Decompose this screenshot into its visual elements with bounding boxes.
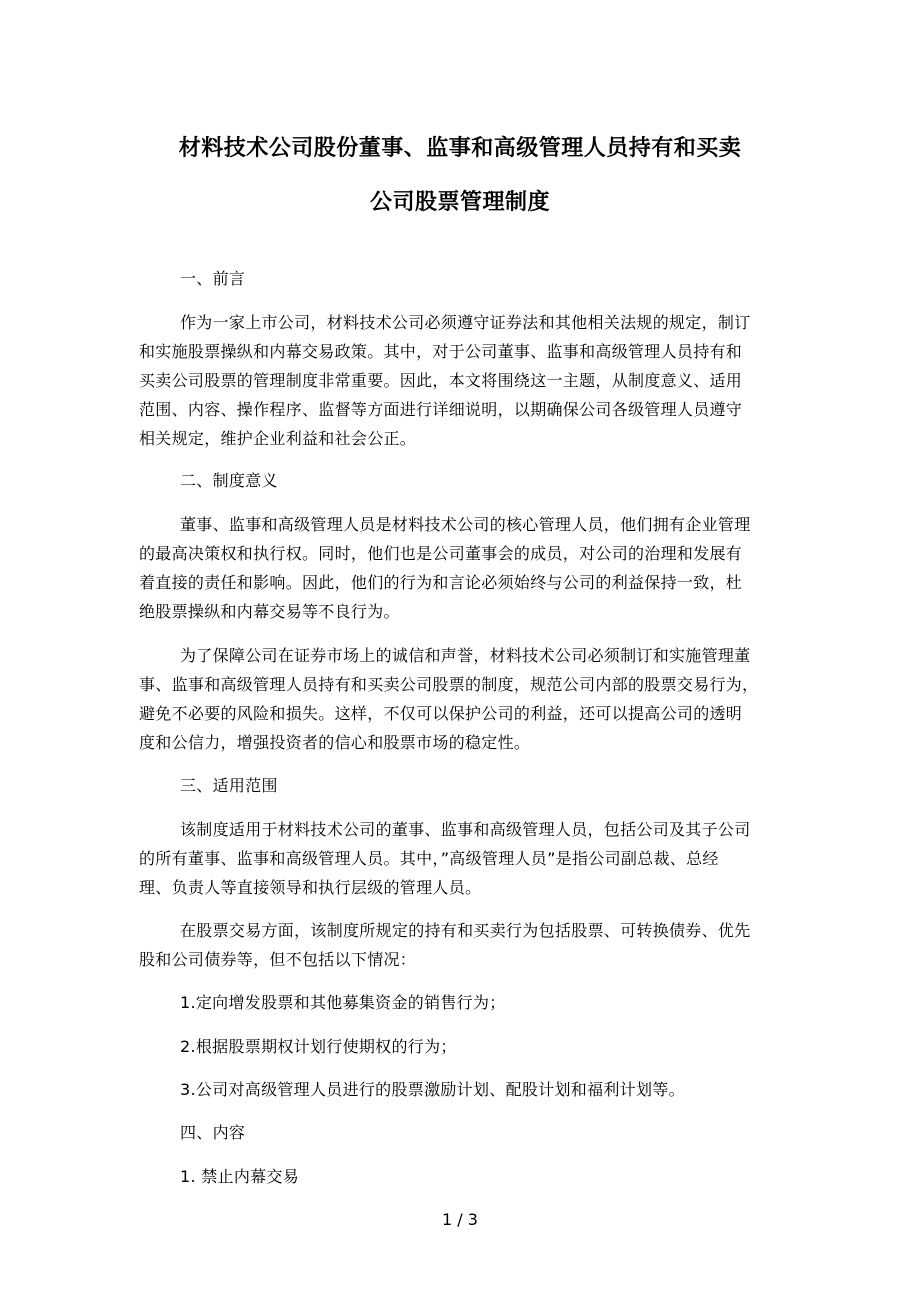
- paragraph-line: 董事、监事和高级管理人员是材料技术公司的核心管理人员，他们拥有企业管理: [180, 515, 751, 534]
- list-item: 2.根据股票期权计划行使期权的行为；: [180, 1037, 457, 1056]
- document-title-line-1: 材料技术公司股份董事、监事和高级管理人员持有和买卖: [178, 136, 742, 161]
- paragraph-line: 度和公信力，增强投资者的信心和股票市场的稳定性。: [139, 733, 531, 752]
- section-heading-content: 四、内容: [180, 1123, 246, 1142]
- paragraph-line: 的所有董事、监事和高级管理人员。其中，”高级管理人员”是指公司副总裁、总经: [139, 849, 719, 868]
- paragraph-line: 范围、内容、操作程序、监督等方面进行详细说明，以期确保公司各级管理人员遵守: [139, 400, 743, 419]
- paragraph-line: 事、监事和高级管理人员持有和买卖公司股票的制度，规范公司内部的股票交易行为，: [139, 675, 759, 694]
- list-item: 1.定向增发股票和其他募集资金的销售行为；: [180, 993, 506, 1012]
- paragraph-line: 股和公司债券等，但不包括以下情况：: [139, 950, 417, 969]
- paragraph-line: 和实施股票操纵和内幕交易政策。其中，对于公司董事、监事和高级管理人员持有和: [139, 342, 743, 361]
- paragraph-line: 避免不必要的风险和损失。这样，不仅可以保护公司的利益，还可以提高公司的透明: [139, 704, 743, 723]
- paragraph-line: 理、负责人等直接领导和执行层级的管理人员。: [139, 878, 482, 897]
- section-heading-preface: 一、前言: [180, 269, 246, 288]
- paragraph-line: 该制度适用于材料技术公司的董事、监事和高级管理人员，包括公司及其子公司: [180, 820, 751, 839]
- paragraph-line: 绝股票操纵和内幕交易等不良行为。: [139, 602, 400, 621]
- subsection-heading: 1. 禁止内幕交易: [180, 1167, 300, 1186]
- section-heading-significance: 二、制度意义: [180, 471, 278, 490]
- document-title-line-2: 公司股票管理制度: [369, 190, 550, 215]
- page-number: 1 / 3: [442, 1210, 478, 1229]
- paragraph-line: 的最高决策权和执行权。同时，他们也是公司董事会的成员，对公司的治理和发展有: [139, 544, 743, 563]
- paragraph-line: 为了保障公司在证券市场上的诚信和声誉，材料技术公司必须制订和实施管理董: [180, 646, 751, 665]
- paragraph-line: 在股票交易方面，该制度所规定的持有和买卖行为包括股票、可转换债券、优先: [180, 921, 751, 940]
- paragraph-line: 作为一家上市公司，材料技术公司必须遵守证券法和其他相关法规的规定，制订: [180, 313, 751, 332]
- list-item: 3.公司对高级管理人员进行的股票激励计划、配股计划和福利计划等。: [180, 1080, 685, 1099]
- paragraph-line: 买卖公司股票的管理制度非常重要。因此，本文将围绕这一主题，从制度意义、适用: [139, 371, 743, 390]
- section-heading-scope: 三、适用范围: [180, 776, 278, 795]
- paragraph-line: 相关规定，维护企业利益和社会公正。: [139, 429, 417, 448]
- paragraph-line: 着直接的责任和影响。因此，他们的行为和言论必须始终与公司的利益保持一致，杜: [139, 573, 743, 592]
